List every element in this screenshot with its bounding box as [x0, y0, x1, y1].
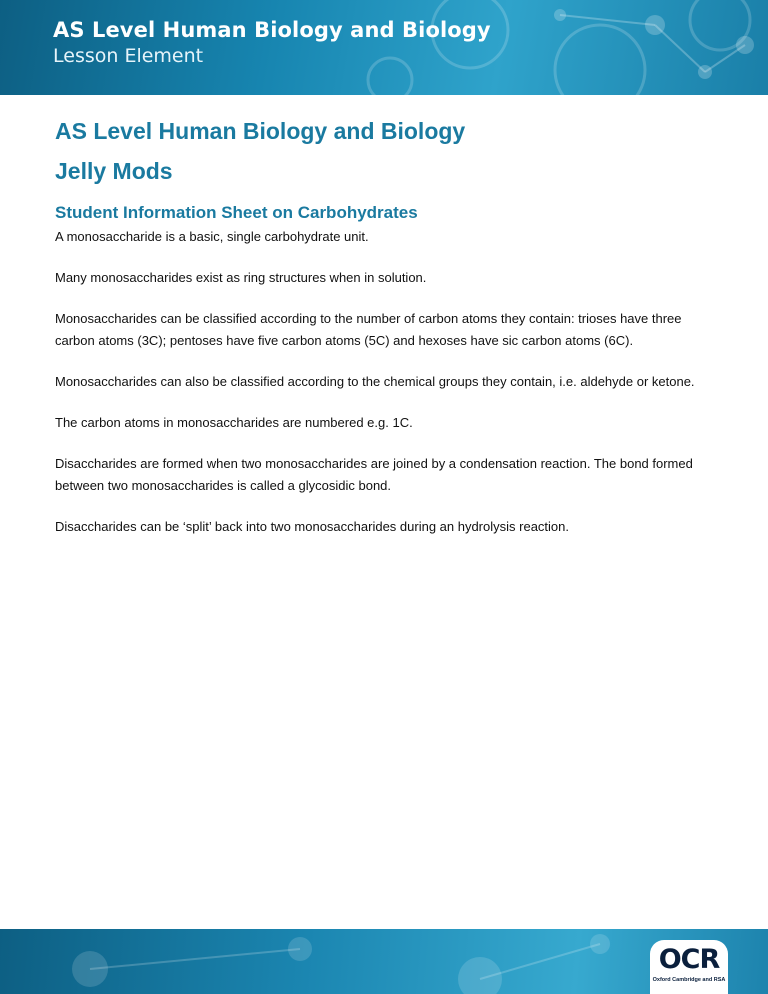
document-body — [55, 115, 715, 557]
document-heading: AS Level Human Biology and Biology — [55, 118, 466, 144]
paragraph: Disaccharides are formed when two monosaccharides are joined by a condensation reaction. The bond formed between two monosaccharides is called a glycosidic bond. — [55, 456, 693, 493]
activity-title: Jelly Mods — [55, 158, 173, 184]
paragraph: A monosaccharide is a basic, single carbohydrate unit. — [55, 229, 369, 244]
paragraph-list — [55, 226, 715, 538]
logo-text: OCR — [658, 944, 720, 975]
logo-tagline: Oxford Cambridge and RSA — [652, 977, 726, 983]
paragraph: Disaccharides can be ‘split’ back into two monosaccharides during an hydrolysis reaction. — [55, 519, 569, 534]
banner-title: AS Level Human Biology and Biology — [53, 18, 491, 42]
ocr-logo — [650, 940, 728, 994]
paragraph: The carbon atoms in monosaccharides are numbered e.g. 1C. — [55, 415, 413, 430]
paragraph: Many monosaccharides exist as ring structures when in solution. — [55, 270, 427, 285]
paragraph: Monosaccharides can also be classified according to the chemical groups they contain, i.e. aldehyde or ketone. — [55, 374, 695, 389]
section-title: Student Information Sheet on Carbohydrates — [55, 203, 418, 222]
paragraph: Monosaccharides can be classified according to the number of carbon atoms they contain: trioses have three carbon atoms (3C); pentoses have five carbon atoms (5C) and hexoses have sic carbon atoms (6C). — [55, 311, 682, 348]
banner-subtitle: Lesson Element — [53, 45, 204, 67]
header-banner — [0, 0, 768, 95]
